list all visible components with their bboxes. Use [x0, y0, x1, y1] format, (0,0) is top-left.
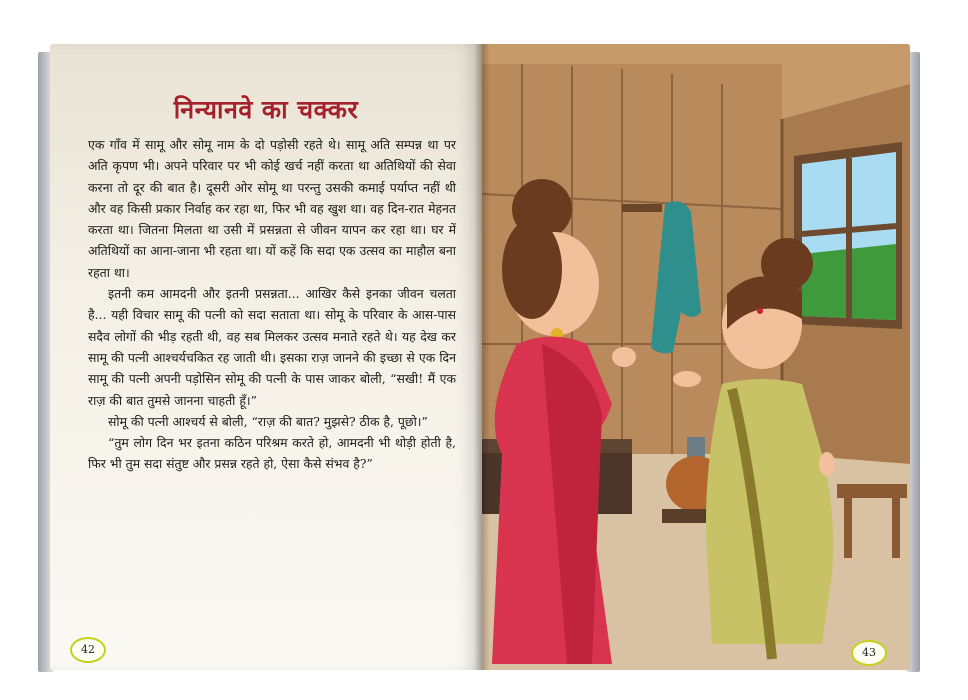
story-paragraph: एक गाँव में सामू और सोमू नाम के दो पड़ोसी रहते थे। सामू अति सम्पन्न था पर अति कृपण भी। अपने परिवार पर भी कोई खर्च नहीं करता था अतिथियों की सेवा करना तो दूर की बात है। दूसरी ओर सोमू था परन्तु उसकी कमाई पर्याप्त नहीं थी और वह किसी प्रकार निर्वाह कर रहा था, फिर भी वह खुश था। वह दिन-रात मेहनत करता था। जितना मिलता था उसी में प्रसन्नता से जीवन यापन कर रहा था। घर में अतिथियों का आना-जाना भी रहता था। यों कहें कि सदा एक उत्सव का माहौल बना रहता था। [88, 137, 456, 280]
page-number-right: 43 [851, 640, 887, 666]
story-paragraph: “तुम लोग दिन भर इतना कठिन परिश्रम करते हो, आमदनी भी थोड़ी होती है, फिर भी तुम सदा संतुष्ट और प्रसन्न रहते हो, ऐसा कैसे संभव है?” [88, 435, 456, 472]
story-paragraph: इतनी कम आमदनी और इतनी प्रसन्नता... आखिर कैसे इनका जीवन चलता है... यही विचार सामू की पत्नी को सदा सताता था। सोमू के परिवार के आस-पास सदैव लोगों की भीड़ रहती थी, वह सब मिलकर उत्सव मनाते रहते थे। यह देख कर सामू की पत्नी आश्चर्यचकित रह जाती थी। इसका राज़ जानने की इच्छा से एक दिन सामू की पत्नी अपनी पड़ोसिन सोमू की पत्नी के पास जाकर बोली, “सखी! मैं एक राज़ की बात तुमसे जानना चाहती हूँ।” [88, 286, 456, 408]
right-page-illustration [482, 44, 910, 670]
story-title: निन्यानवे का चक्कर [173, 95, 359, 124]
illustration-room-scene [482, 44, 910, 670]
window [794, 142, 902, 329]
story-text [88, 134, 456, 475]
page-number-left: 42 [70, 637, 106, 663]
story-paragraph: सोमू की पत्नी आश्चर्य से बोली, “राज़ की बात? मुझसे? ठीक है, पूछो।” [108, 413, 428, 429]
book-spine [474, 44, 490, 670]
